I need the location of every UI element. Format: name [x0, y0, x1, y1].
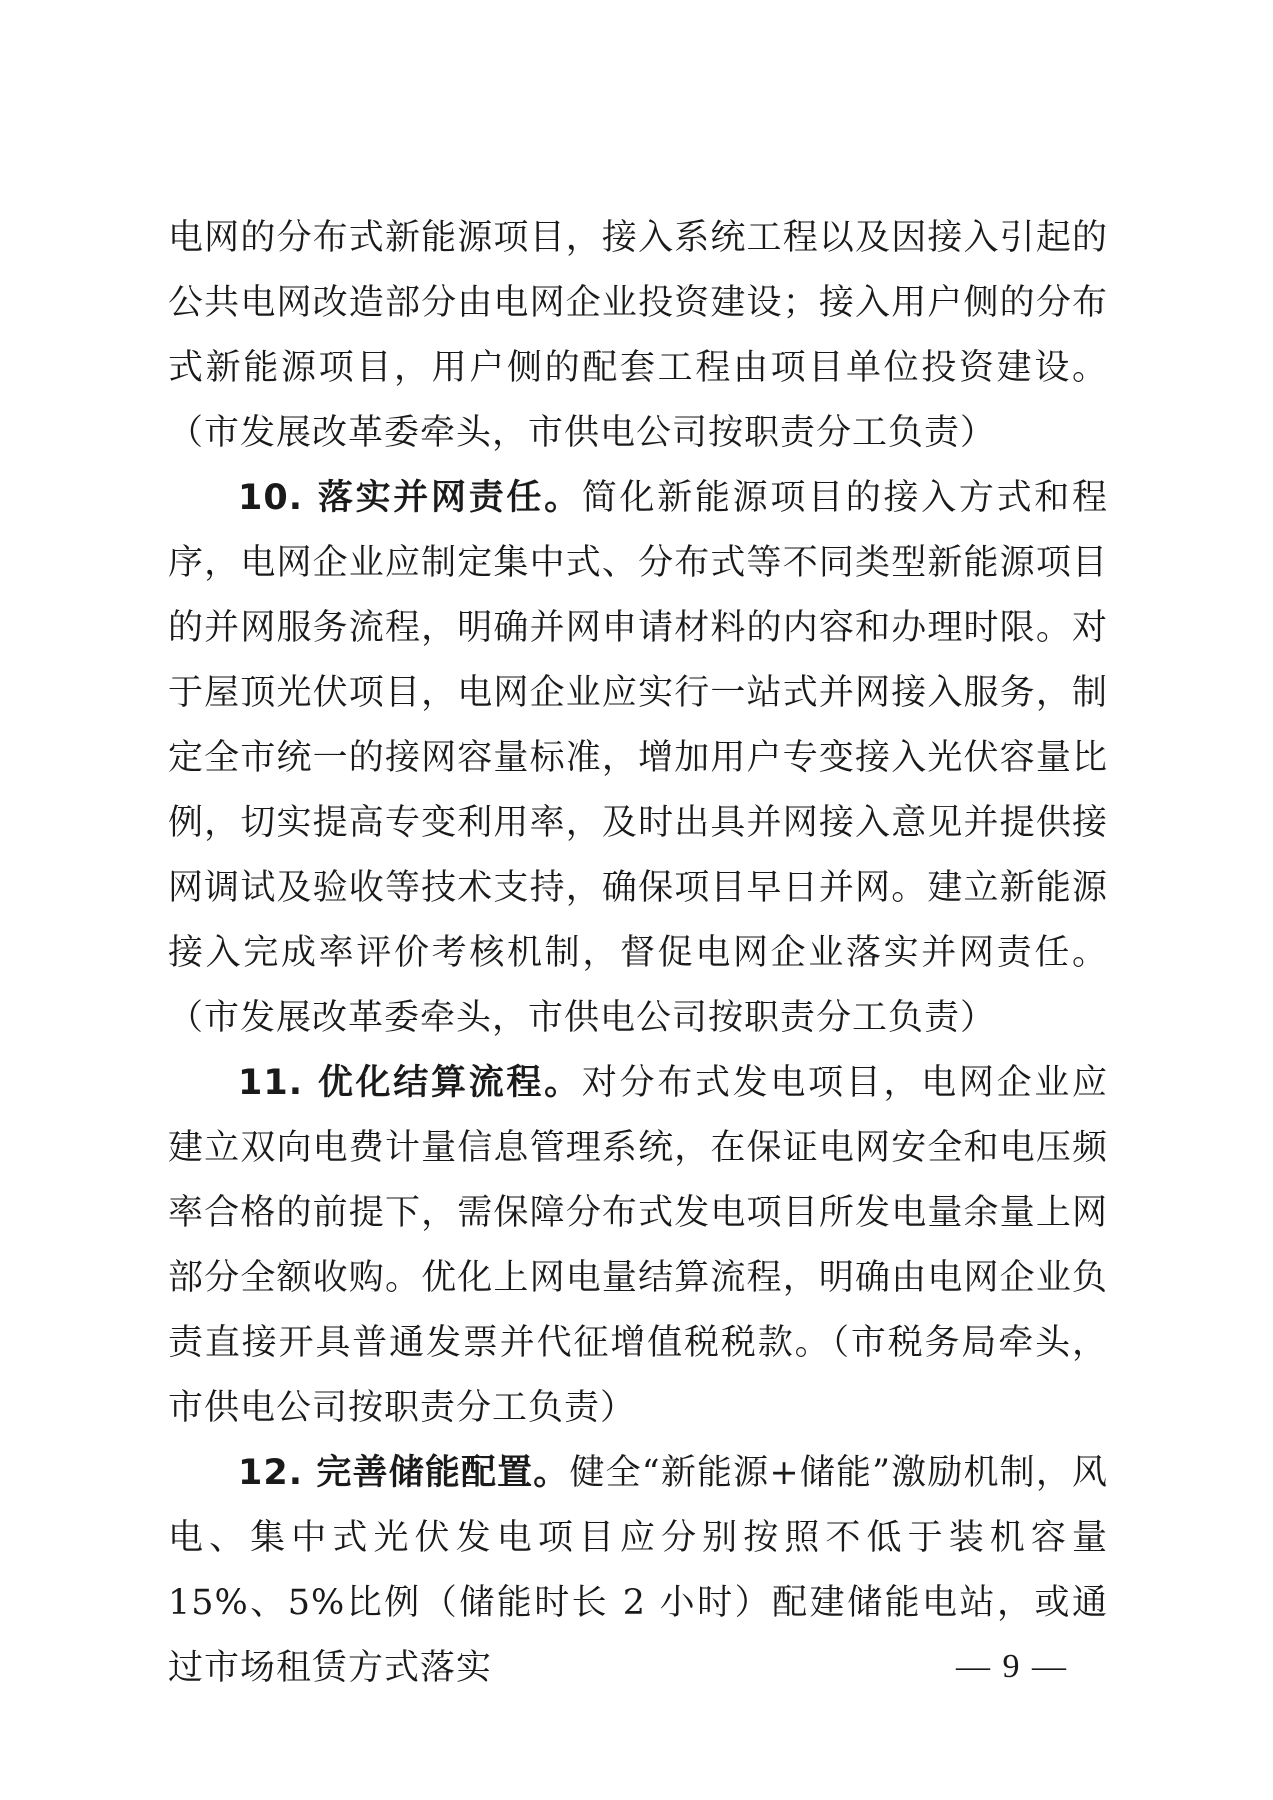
- paragraph-heading: 11. 优化结算流程。: [238, 1063, 582, 1103]
- page-number: — 9 —: [956, 1648, 1068, 1685]
- paragraph-continuation: [168, 206, 1108, 466]
- paragraph-heading: 10. 落实并网责任。: [238, 478, 582, 518]
- paragraph-text: 健全“新能源+储能”激励机制，风电、集中式光伏发电项目应分别按照不低于装机容量 15%、5%比例（储能时长 2 小时）配建储能电站，或通过市场租赁方式落实: [168, 1453, 1108, 1688]
- document-body: [168, 206, 1108, 1701]
- paragraph-text: 电网的分布式新能源项目，接入系统工程以及因接入引起的公共电网改造部分由电网企业投资建设；接入用户侧的分布式新能源项目，用户侧的配套工程由项目单位投资建设。（市发展改革委牵头，市供电公司按职责分工负责）: [168, 218, 1108, 453]
- paragraph-item-11: [168, 1051, 1108, 1441]
- paragraph-item-10: [168, 466, 1108, 1051]
- paragraph-heading: 12. 完善储能配置。: [238, 1453, 570, 1493]
- paragraph-text: 简化新能源项目的接入方式和程序，电网企业应制定集中式、分布式等不同类型新能源项目的并网服务流程，明确并网申请材料的内容和办理时限。对于屋顶光伏项目，电网企业应实行一站式并网接入服务，制定全市统一的接网容量标准，增加用户专变接入光伏容量比例，切实提高专变利用率，及时出具并网接入意见并提供接网调试及验收等技术支持，确保项目早日并网。建立新能源接入完成率评价考核机制，督促电网企业落实并网责任。（市发展改革委牵头，市供电公司按职责分工负责）: [168, 478, 1108, 1038]
- paragraph-text: 对分布式发电项目，电网企业应建立双向电费计量信息管理系统，在保证电网安全和电压频率合格的前提下，需保障分布式发电项目所发电量余量上网部分全额收购。优化上网电量结算流程，明确由电网企业负责直接开具普通发票并代征增值税税款。（市税务局牵头，市供电公司按职责分工负责）: [168, 1063, 1108, 1428]
